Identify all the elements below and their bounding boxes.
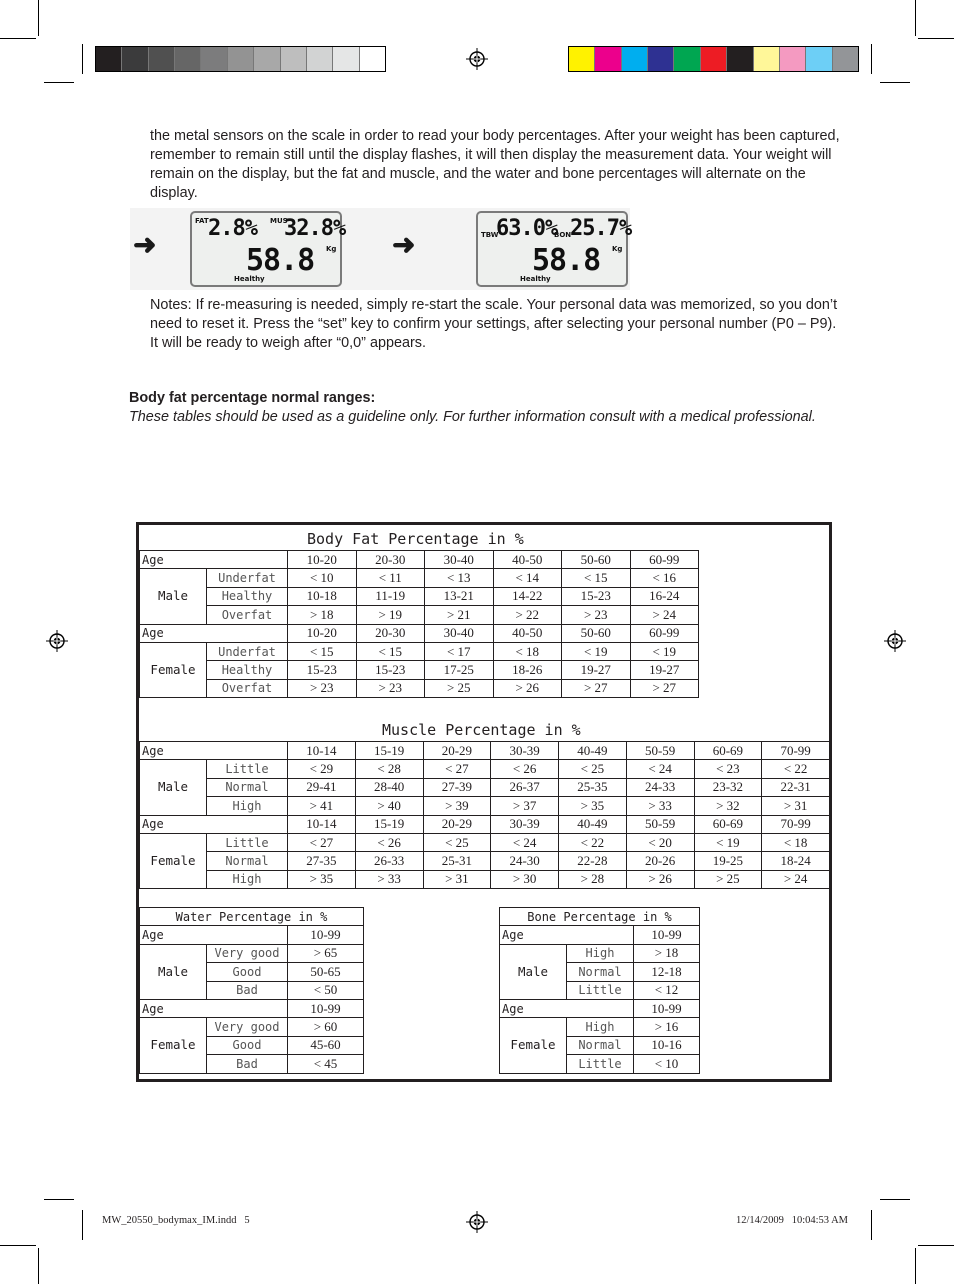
age-range: 40-49 [559, 815, 627, 833]
range-value: > 18 [288, 606, 357, 624]
table-row [140, 833, 830, 851]
water-table [139, 907, 364, 1074]
level-label: High [567, 944, 634, 962]
range-value: < 27 [423, 760, 491, 778]
lcd-weight: 58.8 [532, 243, 601, 278]
age-range: 10-99 [288, 999, 364, 1017]
range-value: > 65 [288, 944, 364, 962]
range-value: 26-37 [491, 778, 559, 796]
table-row [140, 606, 699, 624]
table-row [140, 944, 364, 962]
crop-mark [0, 38, 36, 39]
crop-mark [880, 82, 910, 83]
registration-mark-icon [884, 630, 906, 652]
color-swatch [569, 47, 595, 71]
process-color-bar [568, 46, 859, 72]
age-header: Age [140, 742, 288, 760]
table-row [500, 999, 700, 1017]
table-row [500, 944, 700, 962]
range-value: > 18 [634, 944, 700, 962]
color-swatch [780, 47, 806, 71]
range-value: 22-28 [559, 852, 627, 870]
percentage-tables-panel [136, 522, 832, 1082]
table-row [140, 778, 830, 796]
table-row [140, 661, 699, 679]
table-row [500, 926, 700, 944]
color-swatch [360, 47, 385, 71]
color-swatch [201, 47, 227, 71]
range-value: 17-25 [425, 661, 494, 679]
age-range: 40-49 [559, 742, 627, 760]
color-swatch [228, 47, 254, 71]
age-header: Age [500, 926, 634, 944]
lcd-unit: Kg [326, 245, 337, 253]
table-row [140, 642, 699, 660]
range-value: > 37 [491, 797, 559, 815]
range-value: > 24 [630, 606, 699, 624]
age-range: 15-19 [355, 742, 423, 760]
range-value: < 20 [626, 833, 694, 851]
level-label: Bad [207, 1055, 288, 1073]
range-value: 29-41 [288, 778, 356, 796]
lcd-status: Healthy [234, 275, 265, 283]
registration-mark-icon [466, 48, 488, 70]
age-range: 10-99 [288, 926, 364, 944]
table-row [140, 679, 699, 697]
range-value: < 17 [425, 642, 494, 660]
range-value: < 19 [694, 833, 762, 851]
crop-mark [82, 1210, 83, 1240]
range-value: > 30 [491, 870, 559, 888]
level-label: High [567, 1018, 634, 1036]
range-value: 18-26 [493, 661, 562, 679]
range-value: 10-16 [634, 1036, 700, 1054]
age-range: 50-59 [626, 815, 694, 833]
color-swatch [701, 47, 727, 71]
range-value: 19-27 [562, 661, 631, 679]
level-label: Little [207, 833, 288, 851]
range-value: 23-32 [694, 778, 762, 796]
table-row [140, 852, 830, 870]
range-value: < 26 [491, 760, 559, 778]
table-row [140, 870, 830, 888]
crop-mark [82, 44, 83, 74]
range-value: 18-24 [762, 852, 830, 870]
table-row [140, 797, 830, 815]
range-value: 25-31 [423, 852, 491, 870]
age-header: Age [140, 926, 288, 944]
range-value: > 28 [559, 870, 627, 888]
range-value: > 23 [288, 679, 357, 697]
range-value: < 28 [355, 760, 423, 778]
lcd-display-fat-muscle [190, 211, 346, 287]
range-value: 14-22 [493, 587, 562, 605]
level-label: Very good [207, 944, 288, 962]
table-row [140, 815, 830, 833]
range-value: > 31 [762, 797, 830, 815]
lcd-value: 25.7% [570, 216, 632, 241]
level-label: Good [207, 1036, 288, 1054]
table-row [140, 742, 830, 760]
range-value: > 25 [694, 870, 762, 888]
crop-mark [880, 1199, 910, 1200]
color-swatch [727, 47, 753, 71]
range-value: 11-19 [356, 587, 425, 605]
range-value: < 25 [423, 833, 491, 851]
range-value: < 18 [493, 642, 562, 660]
range-value: > 35 [288, 870, 356, 888]
age-header: Age [140, 551, 288, 569]
range-value: 26-33 [355, 852, 423, 870]
intro-paragraph: the metal sensors on the scale in order to read your body percentages. After your weight has been captured, remember to remain still until the display flashes, it will then display the measurement data. Your weight will remain on the display, but the fat and muscle, and the water and bone percentages will alternate on the display. [150, 128, 840, 201]
lcd-value: 32.8% [284, 216, 346, 241]
range-value: < 16 [630, 569, 699, 587]
registration-mark-icon [466, 1211, 488, 1233]
range-value: 16-24 [630, 587, 699, 605]
color-swatch [754, 47, 780, 71]
age-range: 10-14 [288, 815, 356, 833]
lcd-status: Healthy [520, 275, 551, 283]
age-range: 40-50 [493, 624, 562, 642]
level-label: Good [207, 963, 288, 981]
age-range: 50-60 [562, 624, 631, 642]
bone-table [499, 907, 700, 1074]
range-value: > 27 [562, 679, 631, 697]
table-row [140, 908, 364, 926]
crop-mark [918, 38, 954, 39]
range-value: < 24 [626, 760, 694, 778]
range-value: < 19 [630, 642, 699, 660]
range-value: < 24 [491, 833, 559, 851]
range-value: > 35 [559, 797, 627, 815]
range-value: < 12 [634, 981, 700, 999]
range-value: < 15 [356, 642, 425, 660]
range-value: > 24 [762, 870, 830, 888]
range-value: 28-40 [355, 778, 423, 796]
age-range: 20-29 [423, 742, 491, 760]
gender-label: Male [140, 944, 207, 999]
range-value: < 15 [562, 569, 631, 587]
range-value: < 22 [762, 760, 830, 778]
ranges-heading: Body fat percentage normal ranges: [129, 390, 376, 406]
gender-label: Male [500, 944, 567, 999]
arrow-right-icon: ➜ [133, 229, 157, 260]
level-label: Little [567, 1055, 634, 1073]
range-value: < 19 [562, 642, 631, 660]
range-value: < 14 [493, 569, 562, 587]
gender-label: Male [140, 760, 207, 815]
footer-timestamp: 12/14/2009 10:04:53 AM [736, 1215, 849, 1226]
age-range: 70-99 [762, 742, 830, 760]
color-swatch [674, 47, 700, 71]
age-range: 15-19 [355, 815, 423, 833]
range-value: < 50 [288, 981, 364, 999]
range-value: > 21 [425, 606, 494, 624]
color-swatch [622, 47, 648, 71]
level-label: Normal [207, 778, 288, 796]
table-row [140, 551, 699, 569]
age-header: Age [140, 624, 288, 642]
table-row [140, 624, 699, 642]
age-range: 30-40 [425, 551, 494, 569]
notes-paragraph: Notes: If re-measuring is needed, simply re-start the scale. Your personal data was memorized, so you don’t need to reset it. Press the “set” key to confirm your settings, after selecting your personal number (P0 – P9). It will be ready to weigh after “0,0” appears. [150, 297, 838, 351]
age-header: Age [140, 999, 288, 1017]
range-value: < 10 [634, 1055, 700, 1073]
color-swatch [281, 47, 307, 71]
arrow-right-icon: ➜ [392, 229, 416, 260]
age-range: 50-59 [626, 742, 694, 760]
age-range: 70-99 [762, 815, 830, 833]
body-fat-table-title: Body Fat Percentage in % [307, 530, 524, 548]
range-value: 12-18 [634, 963, 700, 981]
range-value: 15-23 [356, 661, 425, 679]
color-swatch [648, 47, 674, 71]
range-value: < 29 [288, 760, 356, 778]
crop-mark [871, 1210, 872, 1240]
age-range: 10-14 [288, 742, 356, 760]
crop-mark [44, 82, 74, 83]
muscle-table [139, 741, 830, 889]
color-swatch [595, 47, 621, 71]
age-range: 30-40 [425, 624, 494, 642]
table-row [140, 926, 364, 944]
range-value: > 26 [626, 870, 694, 888]
lcd-label: MUS [270, 217, 288, 225]
muscle-table-title: Muscle Percentage in % [382, 721, 581, 739]
age-range: 20-29 [423, 815, 491, 833]
gender-label: Female [140, 833, 207, 888]
range-value: 22-31 [762, 778, 830, 796]
color-swatch [175, 47, 201, 71]
age-range: 10-20 [288, 624, 357, 642]
range-value: 15-23 [562, 587, 631, 605]
body-fat-table [139, 550, 699, 698]
range-value: 27-39 [423, 778, 491, 796]
range-value: < 45 [288, 1055, 364, 1073]
level-label: Overfat [207, 679, 288, 697]
range-value: 24-30 [491, 852, 559, 870]
range-value: 24-33 [626, 778, 694, 796]
age-range: 60-99 [630, 551, 699, 569]
level-label: Normal [207, 852, 288, 870]
crop-mark [915, 0, 916, 36]
range-value: > 60 [288, 1018, 364, 1036]
range-value: > 32 [694, 797, 762, 815]
color-swatch [122, 47, 148, 71]
level-label: Little [207, 760, 288, 778]
color-swatch [833, 47, 858, 71]
age-range: 50-60 [562, 551, 631, 569]
table-row [140, 569, 699, 587]
lcd-value: 2.8% [208, 216, 257, 241]
level-label: Very good [207, 1018, 288, 1036]
range-value: > 16 [634, 1018, 700, 1036]
range-value: < 10 [288, 569, 357, 587]
level-label: Underfat [207, 642, 288, 660]
range-value: > 19 [356, 606, 425, 624]
lcd-label: FAT [195, 217, 209, 225]
table-row [500, 1018, 700, 1036]
range-value: > 31 [423, 870, 491, 888]
range-value: > 33 [355, 870, 423, 888]
footer-file-name: MW_20550_bodymax_IM.indd 5 [102, 1215, 250, 1226]
age-range: 30-39 [491, 815, 559, 833]
range-value: < 26 [355, 833, 423, 851]
color-swatch [149, 47, 175, 71]
grayscale-color-bar [95, 46, 386, 72]
age-range: 40-50 [493, 551, 562, 569]
table-row [140, 1018, 364, 1036]
ranges-note: These tables should be used as a guideline only. For further information consult with a medical professional. [129, 409, 816, 425]
level-label: Healthy [207, 587, 288, 605]
gender-label: Male [140, 569, 207, 624]
age-range: 10-99 [634, 999, 700, 1017]
table-row [140, 999, 364, 1017]
range-value: > 22 [493, 606, 562, 624]
range-value: > 40 [355, 797, 423, 815]
range-value: 13-21 [425, 587, 494, 605]
age-range: 60-99 [630, 624, 699, 642]
age-header: Age [500, 999, 634, 1017]
table-row [140, 760, 830, 778]
range-value: > 23 [356, 679, 425, 697]
range-value: > 39 [423, 797, 491, 815]
crop-mark [0, 1245, 36, 1246]
age-range: 10-20 [288, 551, 357, 569]
crop-mark [44, 1199, 74, 1200]
lcd-weight: 58.8 [246, 243, 315, 278]
lcd-value: 63.0% [496, 216, 558, 241]
range-value: 27-35 [288, 852, 356, 870]
range-value: > 23 [562, 606, 631, 624]
gender-label: Female [140, 1018, 207, 1073]
gender-label: Female [140, 642, 207, 697]
age-range: 30-39 [491, 742, 559, 760]
table-title: Bone Percentage in % [500, 908, 700, 926]
level-label: Bad [207, 981, 288, 999]
range-value: 45-60 [288, 1036, 364, 1054]
gender-label: Female [500, 1018, 567, 1073]
range-value: 19-27 [630, 661, 699, 679]
age-range: 60-69 [694, 815, 762, 833]
crop-mark [871, 44, 872, 74]
level-label: Normal [567, 963, 634, 981]
range-value: < 23 [694, 760, 762, 778]
level-label: Underfat [207, 569, 288, 587]
range-value: < 27 [288, 833, 356, 851]
level-label: High [207, 797, 288, 815]
table-title: Water Percentage in % [140, 908, 364, 926]
level-label: Overfat [207, 606, 288, 624]
level-label: Normal [567, 1036, 634, 1054]
lcd-unit: Kg [612, 245, 623, 253]
range-value: < 13 [425, 569, 494, 587]
age-range: 20-30 [356, 551, 425, 569]
crop-mark [918, 1245, 954, 1246]
color-swatch [254, 47, 280, 71]
age-range: 10-99 [634, 926, 700, 944]
range-value: 20-26 [626, 852, 694, 870]
range-value: > 26 [493, 679, 562, 697]
range-value: < 15 [288, 642, 357, 660]
range-value: > 33 [626, 797, 694, 815]
range-value: 19-25 [694, 852, 762, 870]
color-swatch [307, 47, 333, 71]
table-row [140, 587, 699, 605]
crop-mark [915, 1248, 916, 1284]
range-value: < 18 [762, 833, 830, 851]
age-header: Age [140, 815, 288, 833]
age-range: 20-30 [356, 624, 425, 642]
color-swatch [333, 47, 359, 71]
lcd-display-water-bone [476, 211, 632, 287]
crop-mark [38, 0, 39, 36]
range-value: 50-65 [288, 963, 364, 981]
level-label: Healthy [207, 661, 288, 679]
range-value: < 22 [559, 833, 627, 851]
registration-mark-icon [46, 630, 68, 652]
lcd-label: TBW [481, 231, 499, 239]
range-value: 25-35 [559, 778, 627, 796]
crop-mark [38, 1248, 39, 1284]
range-value: > 25 [425, 679, 494, 697]
level-label: Little [567, 981, 634, 999]
range-value: < 11 [356, 569, 425, 587]
range-value: > 41 [288, 797, 356, 815]
color-swatch [806, 47, 832, 71]
table-row [500, 908, 700, 926]
range-value: 15-23 [288, 661, 357, 679]
range-value: 10-18 [288, 587, 357, 605]
range-value: > 27 [630, 679, 699, 697]
lcd-label: BON [554, 231, 572, 239]
color-swatch [96, 47, 122, 71]
age-range: 60-69 [694, 742, 762, 760]
range-value: < 25 [559, 760, 627, 778]
level-label: High [207, 870, 288, 888]
